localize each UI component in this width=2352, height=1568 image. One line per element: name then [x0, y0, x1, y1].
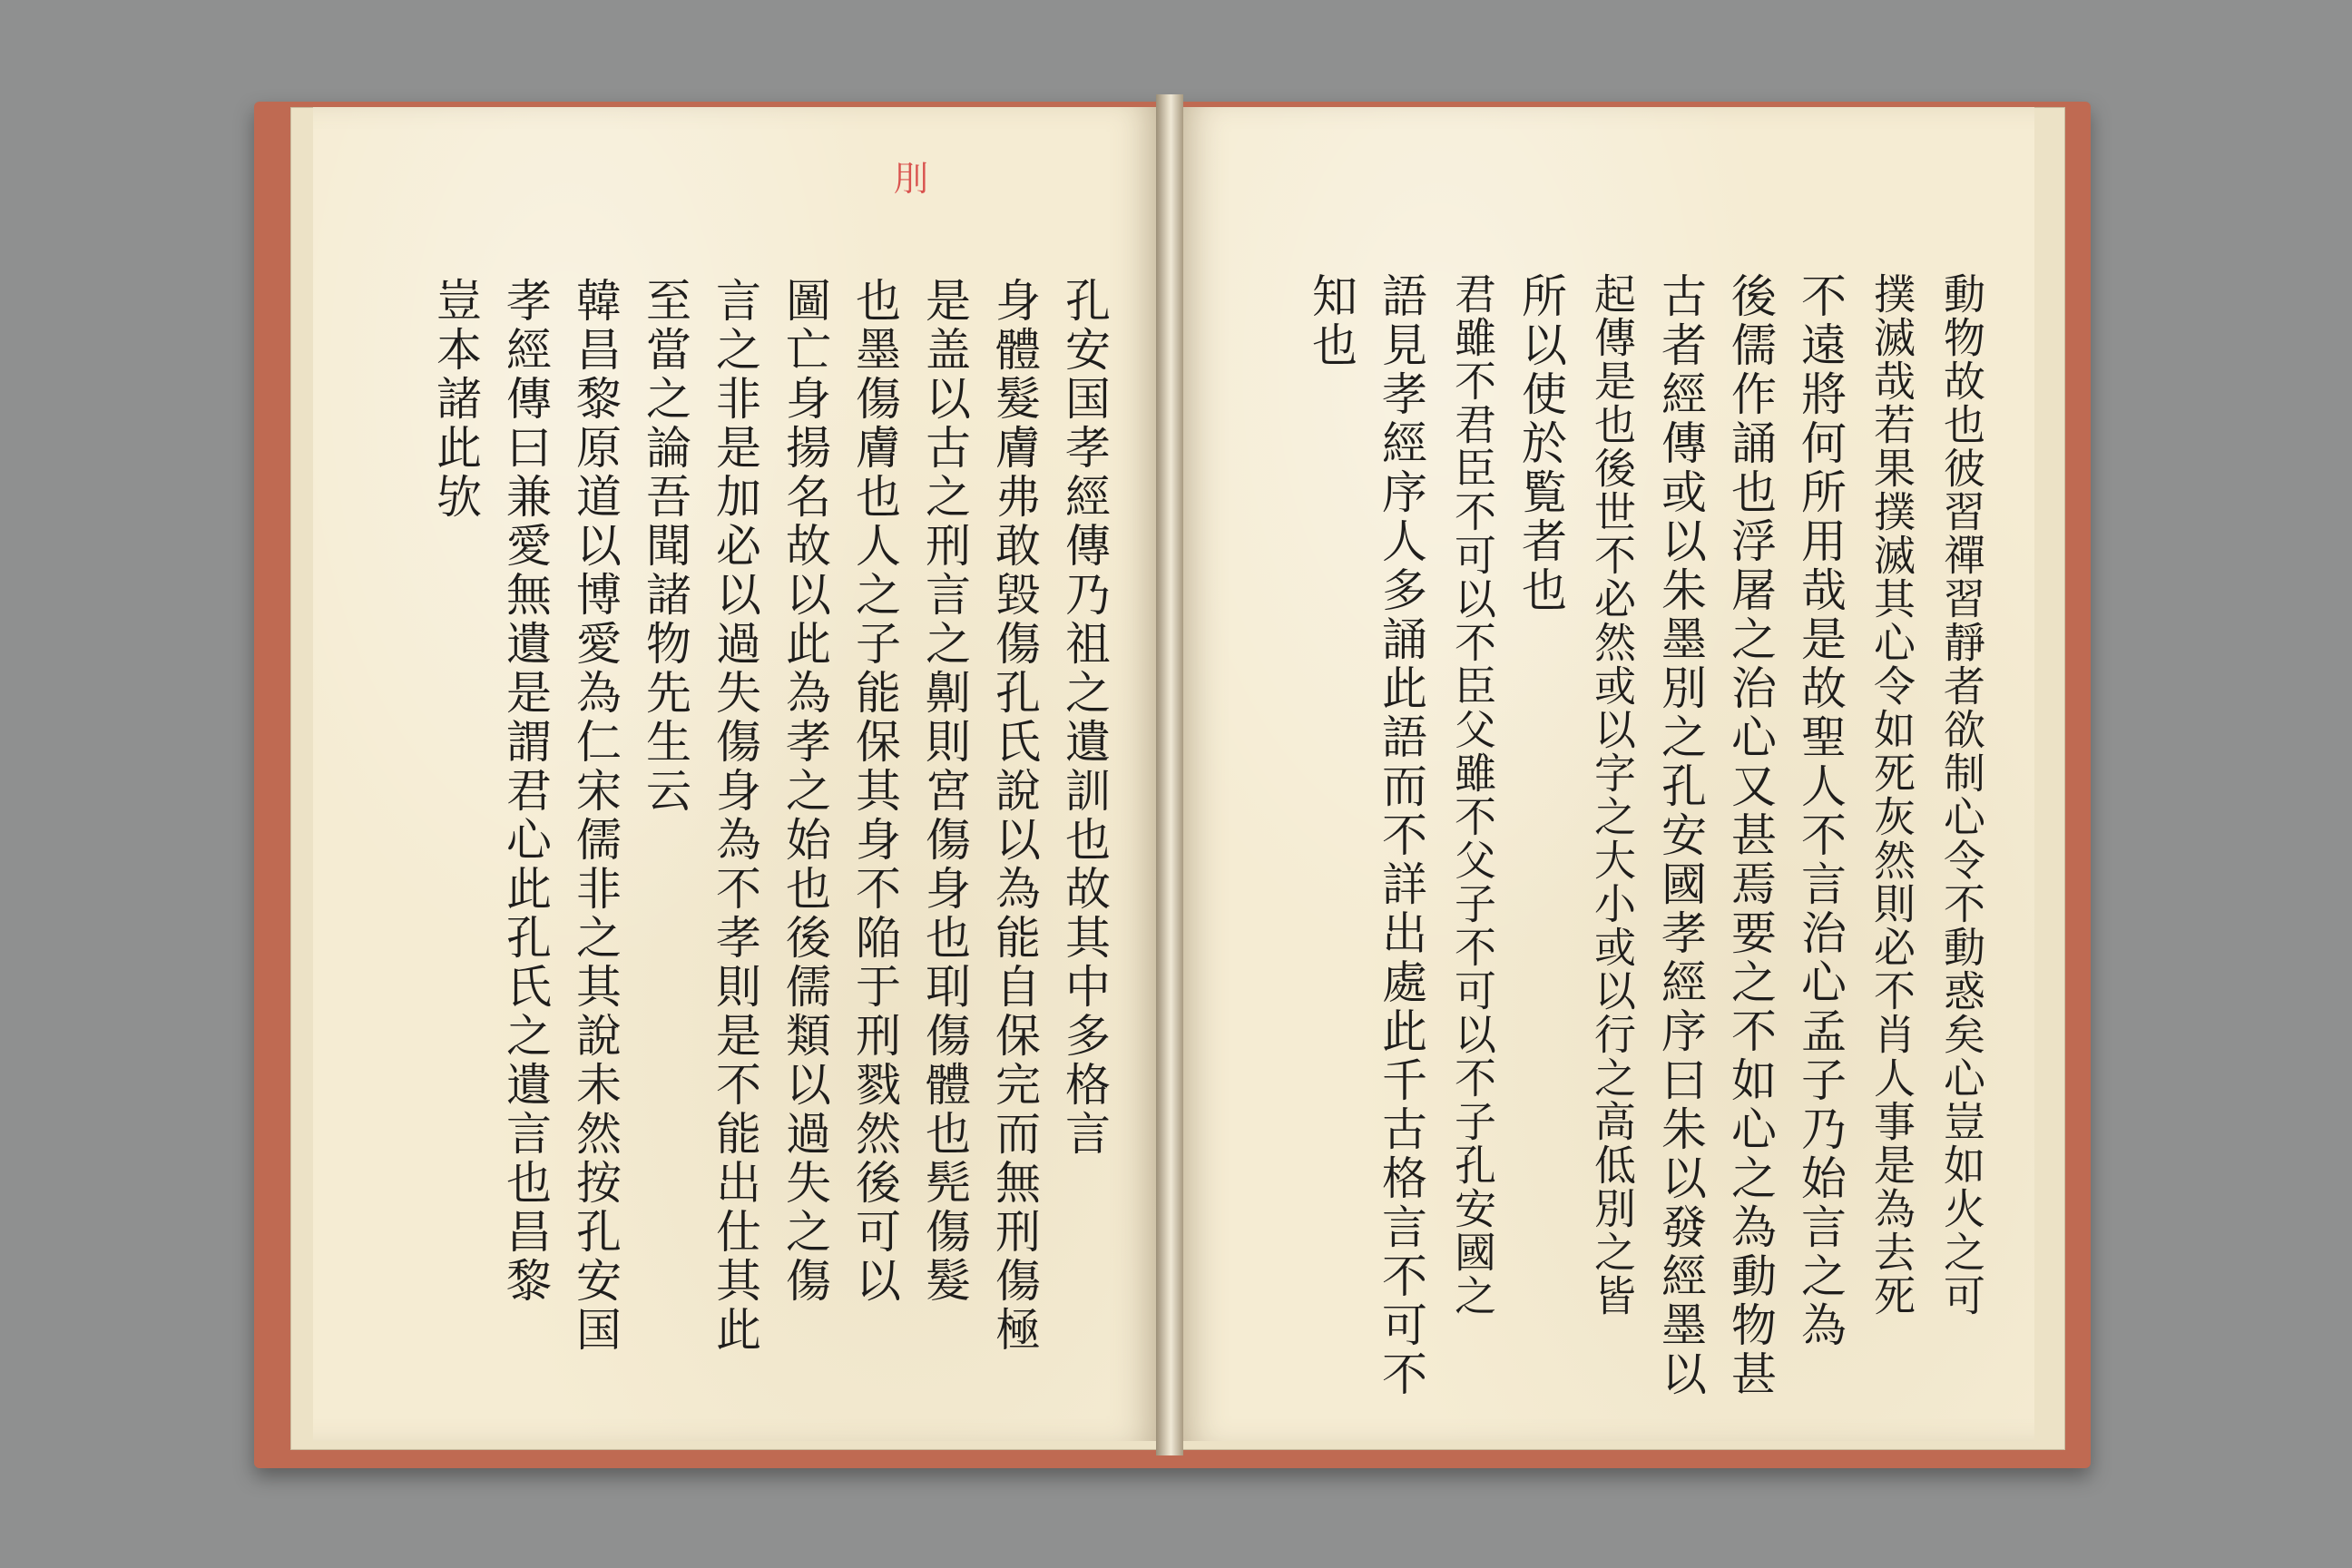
red-seal-mark: 刖 [894, 159, 929, 199]
left-column-4: 也墨傷膚也人之子能保其身不陥于刑戮然後可以 [848, 277, 901, 1306]
left-column-7: 至當之論吾聞諸物先生云 [639, 277, 691, 816]
right-column-7: 所以使於覧者也 [1514, 272, 1567, 615]
left-column-1: 孔安国孝經傳乃祖之遺訓也故其中多格言 [1058, 277, 1111, 1159]
right-column-9: 語見孝經序人多誦此語而不詳出處此千古格言不可不 [1375, 272, 1427, 1399]
right-column-8: 君雖不君臣不可以不臣父雖不父子不可以不子孔安國之 [1448, 272, 1497, 1318]
left-column-6: 言之非是加必以過失傷身為不孝則是不能出仕其此 [709, 277, 761, 1355]
left-column-9: 孝經傳曰兼愛無遺是謂君心此孔氏之遺言也昌黎 [499, 277, 552, 1306]
left-column-3: 是盖以古之刑言之劓則宮傷身也刵傷體也髡傷髮 [918, 277, 971, 1306]
left-column-8: 韓昌黎原道以博愛為仁宋儒非之其說未然按孔安国 [569, 277, 622, 1355]
right-column-2: 撲滅哉若果撲滅其心令如死灰然則必不肖人事是為去死 [1867, 272, 1916, 1318]
right-column-10: 知也 [1305, 272, 1357, 370]
book-gutter [1156, 94, 1183, 1455]
left-column-2: 身體髮膚弗敢毀傷孔氏說以為能自保完而無刑傷極 [988, 277, 1041, 1355]
left-column-5: 圖亡身揚名故以此為孝之始也後儒類以過失之傷 [779, 277, 831, 1306]
right-column-5: 古者經傳或以朱墨別之孔安國孝經序曰朱以發經墨以 [1654, 272, 1707, 1399]
right-column-4: 後儒作誦也浮屠之治心又甚焉要之不如心之為動物甚 [1724, 272, 1777, 1399]
right-column-1: 動物故也彼習禪習靜者欲制心令不動惑矣心豈如火之可 [1937, 272, 1986, 1318]
right-column-6: 起傳是也後世不必然或以字之大小或以行之高低別之皆 [1588, 272, 1637, 1318]
right-column-3: 不遠將何所用哉是故聖人不言治心孟子乃始言之為 [1794, 272, 1847, 1350]
left-column-10: 豈本諸此欤 [429, 277, 482, 522]
